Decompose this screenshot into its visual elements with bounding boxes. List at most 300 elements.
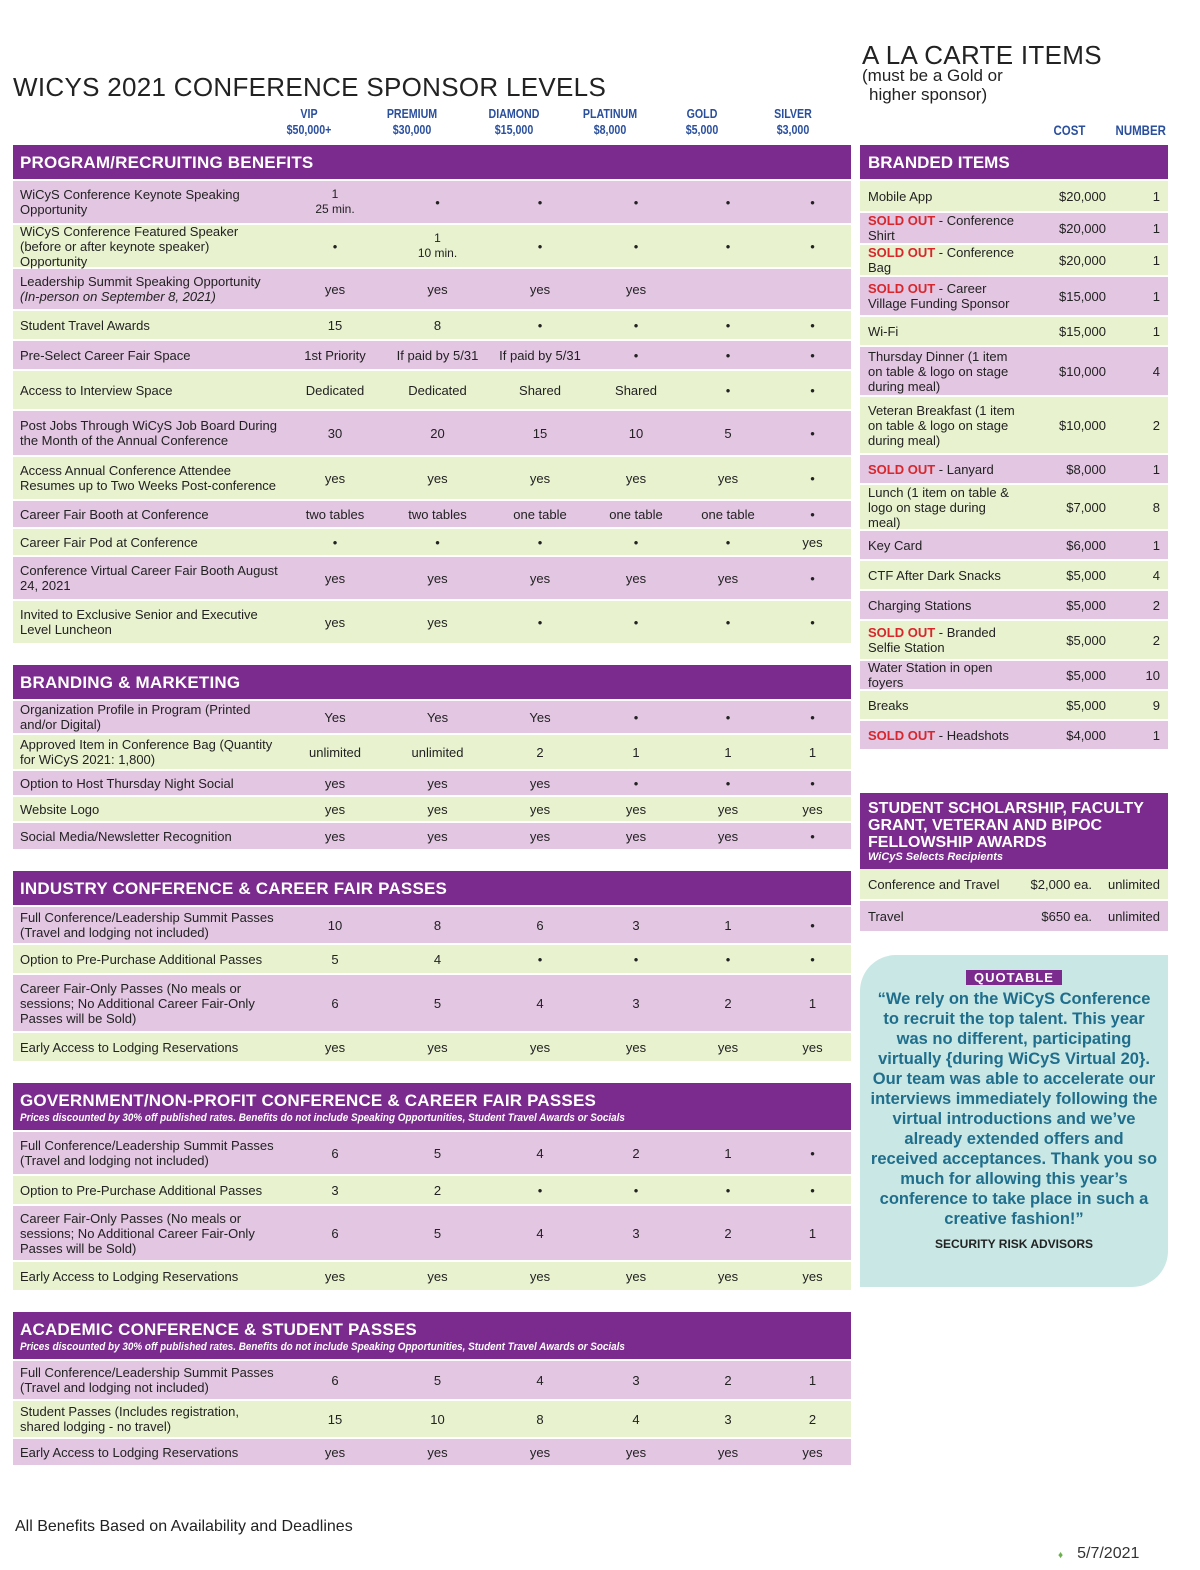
row-label: Student Travel Awards: [20, 317, 150, 333]
row-cell: •: [810, 470, 815, 486]
row-label: Early Access to Lodging Reservations: [20, 1444, 239, 1460]
row-cell: 2: [433, 1182, 442, 1198]
row-cell: •: [810, 382, 815, 398]
item-cost: $5,000: [1066, 697, 1106, 713]
item-number: 4: [1152, 567, 1160, 583]
branded-item-row: [860, 621, 1168, 661]
row-cell: 6: [331, 1225, 339, 1241]
item-number: 1: [1152, 288, 1160, 304]
row-cell: yes: [324, 828, 346, 844]
row-label: Career Fair Pod at Conference: [20, 534, 198, 550]
tier-diamond: DIAMOND $15,000: [488, 106, 540, 137]
row-cell: •: [810, 506, 815, 522]
row-cell: yes: [324, 801, 346, 817]
branded-item-row: [860, 531, 1168, 561]
item-name: SOLD OUT - Conference Shirt: [868, 213, 1014, 243]
branded-item-row: [860, 485, 1168, 531]
row-cell: •: [810, 194, 815, 210]
table-row: [13, 797, 851, 823]
row-cell: Dedicated: [408, 382, 467, 398]
row-cell: 1st Priority: [304, 347, 366, 363]
row-cell: •: [810, 614, 815, 630]
a-la-carte-title: A LA CARTE ITEMS: [862, 40, 1102, 70]
item-number: 8: [1152, 499, 1160, 515]
item-name: Breaks: [868, 697, 909, 713]
item-cost: $5,000: [1066, 597, 1106, 613]
row-cell: 2: [724, 995, 732, 1011]
row-cell: yes: [529, 570, 551, 586]
row-cell: 5: [331, 951, 339, 967]
quotable-badge: QUOTABLE: [966, 970, 1062, 985]
scholarship-header: STUDENT SCHOLARSHIP, FACULTY GRANT, VETERAN AND BIPOC FELLOWSHIP AWARDS WiCyS Selects Recipients: [860, 793, 1168, 869]
item-cost: $20,000: [1059, 252, 1106, 268]
row-cell: If paid by 5/31: [499, 347, 581, 363]
row-cell: •: [633, 347, 639, 363]
row-cell: yes: [802, 1039, 823, 1055]
table-row: [13, 701, 851, 735]
row-cell: 6: [536, 917, 544, 933]
row-cell: 1: [808, 995, 817, 1011]
table-row: [13, 1262, 851, 1292]
sold-out-label: SOLD OUT: [868, 213, 936, 228]
row-cell: 1 10 min.: [417, 231, 458, 260]
section-header: BRANDING & MARKETING: [13, 665, 851, 701]
row-cell: 5: [433, 1225, 442, 1241]
item-name: Water Station in open foyers: [868, 660, 993, 690]
item-cost: $5,000: [1066, 667, 1106, 683]
row-cell: yes: [802, 801, 823, 817]
branded-item-row: [860, 561, 1168, 591]
item-number: 2: [1152, 632, 1160, 648]
tier-premium: PREMIUM $30,000: [386, 106, 438, 137]
row-label: Organization Profile in Program (Printed and/or Digital): [20, 702, 251, 732]
row-cell: 1: [632, 744, 640, 760]
branded-item-row: [860, 397, 1168, 455]
item-cost: $6,000: [1066, 537, 1106, 553]
sold-out-label: SOLD OUT: [868, 461, 936, 477]
table-row: [13, 225, 851, 269]
tier-header: [272, 106, 852, 142]
row-label: Option to Pre-Purchase Additional Passes: [20, 1182, 263, 1198]
number-column-header: NUMBER: [1115, 122, 1166, 138]
row-cell: two tables: [305, 506, 365, 522]
row-cell: yes: [625, 1039, 647, 1055]
row-cell: 3: [632, 995, 640, 1011]
row-label: Social Media/Newsletter Recognition: [20, 828, 232, 844]
item-number: 1: [1152, 727, 1160, 743]
row-cell: •: [633, 775, 639, 791]
branded-item-row: [860, 347, 1168, 397]
row-cell: •: [633, 534, 639, 550]
row-label: Full Conference/Leadership Summit Passes (Travel and lodging not included): [20, 910, 274, 940]
row-cell: 4: [536, 1372, 544, 1388]
table-row: [13, 529, 851, 557]
row-cell: yes: [625, 281, 647, 297]
table-row: [13, 1439, 851, 1467]
row-cell: •: [725, 709, 731, 725]
row-cell: •: [810, 828, 815, 844]
row-cell: •: [725, 238, 731, 254]
row-cell: yes: [529, 775, 551, 791]
table-row: [13, 341, 851, 371]
row-cell: •: [810, 425, 815, 441]
item-cost: $5,000: [1066, 567, 1106, 583]
table-row: [13, 945, 851, 975]
row-cell: yes: [324, 570, 346, 586]
row-cell: •: [725, 1182, 731, 1198]
row-cell: yes: [427, 1039, 448, 1055]
row-cell: •: [537, 951, 543, 967]
item-name: Key Card: [868, 537, 923, 553]
row-cell: 20: [430, 425, 445, 441]
row-label: Option to Host Thursday Night Social: [20, 775, 234, 791]
item-name: Veteran Breakfast (1 item on table & logo on stage during meal): [868, 402, 1015, 448]
table-row: [13, 1176, 851, 1206]
table-row: [13, 823, 851, 851]
sold-out-label: SOLD OUT: [868, 727, 936, 743]
row-cell: yes: [427, 828, 448, 844]
item-name: Charging Stations: [868, 597, 972, 613]
row-cell: 10: [430, 1411, 445, 1427]
row-cell: 1 25 min.: [315, 187, 355, 216]
table-row: [13, 1206, 851, 1262]
sold-out-label: SOLD OUT: [868, 281, 936, 296]
table-row: [13, 411, 851, 457]
item-cost: $15,000: [1059, 288, 1106, 304]
row-cell: yes: [529, 1268, 551, 1284]
item-cost: $5,000: [1066, 632, 1106, 648]
scholarship-table: [860, 793, 1168, 933]
quote-source: SECURITY RISK ADVISORS: [934, 1237, 1094, 1251]
section-header: ACADEMIC CONFERENCE & STUDENT PASSES Prices discounted by 30% off published rates. Benefits do not include Speaking Opportunities, Student Travel Awards or Socials: [13, 1312, 851, 1361]
row-cell: •: [810, 709, 815, 725]
quote-text: “We rely on the WiCyS Conference to recruit the top talent. This year was no different, participating virtually {during WiCyS Virtual 20}. Our team was able to accelerate our interviews immediately following the virtual introductions and we’ve already extended offers and received acceptances. Thank you so much for allowing this year’s conference to take place in such a creative fashion!”: [870, 990, 1158, 1228]
row-cell: yes: [529, 1444, 551, 1460]
sold-out-label: SOLD OUT: [868, 245, 936, 260]
quote-box: [860, 955, 1168, 1287]
item-number: 2: [1152, 597, 1160, 613]
row-cell: yes: [427, 281, 448, 297]
row-cell: 2: [724, 1225, 732, 1241]
row-cell: yes: [324, 1268, 346, 1284]
row-cell: 1: [724, 744, 732, 760]
item-number: 10: [1145, 667, 1160, 683]
scholarship-row: [860, 901, 1168, 933]
table-row: [13, 1401, 851, 1439]
row-cell: •: [810, 317, 815, 333]
row-cell: yes: [427, 801, 448, 817]
item-name: Lunch (1 item on table & logo on stage during meal): [868, 484, 1009, 530]
row-cell: •: [537, 194, 543, 210]
cost-column-header: COST: [1053, 122, 1086, 138]
row-cell: 4: [433, 951, 442, 967]
row-cell: 10: [628, 425, 644, 441]
item-name: SOLD OUT - Headshots: [868, 727, 1009, 743]
row-cell: •: [810, 238, 815, 254]
row-label: Pre-Select Career Fair Space: [20, 347, 191, 363]
row-cell: yes: [625, 801, 647, 817]
row-cell: If paid by 5/31: [396, 347, 479, 363]
table-row: [13, 1033, 851, 1063]
row-cell: 1: [808, 744, 817, 760]
row-cell: yes: [625, 470, 647, 486]
section-header: GOVERNMENT/NON-PROFIT CONFERENCE & CAREER FAIR PASSES Prices discounted by 30% off published rates. Benefits do not include Speaking Opportunities, Student Travel Awards or Socials: [13, 1083, 851, 1132]
row-cell: 6: [331, 1372, 339, 1388]
row-cell: •: [810, 917, 815, 933]
row-cell: 15: [532, 425, 548, 441]
row-cell: yes: [717, 801, 739, 817]
row-cell: Yes: [426, 709, 449, 725]
row-cell: •: [537, 534, 543, 550]
row-cell: yes: [324, 1444, 346, 1460]
row-cell: •: [725, 534, 731, 550]
table-row: [13, 907, 851, 945]
item-number: 1: [1152, 220, 1160, 236]
branded-item-row: [860, 721, 1168, 751]
row-cell: •: [633, 709, 639, 725]
row-cell: 1: [808, 1372, 817, 1388]
table-row: [13, 457, 851, 501]
row-cell: •: [633, 238, 639, 254]
row-cell: two tables: [408, 506, 467, 522]
row-cell: yes: [427, 1444, 448, 1460]
branded-item-row: [860, 691, 1168, 721]
row-cell: 15: [327, 1411, 343, 1427]
item-cost: $2,000 ea.: [1030, 876, 1092, 892]
item-number: unlimited: [1107, 876, 1160, 892]
row-cell: 8: [433, 317, 442, 333]
row-cell: 15: [327, 317, 343, 333]
row-cell: yes: [802, 1444, 823, 1460]
row-cell: •: [633, 951, 639, 967]
row-cell: •: [810, 951, 815, 967]
item-name: Travel: [868, 908, 904, 924]
row-cell: 4: [632, 1411, 640, 1427]
row-cell: •: [633, 317, 639, 333]
scholarship-row: [860, 869, 1168, 901]
row-cell: •: [810, 1182, 815, 1198]
row-label: Student Passes (Includes registration, shared lodging - no travel): [20, 1404, 239, 1434]
row-cell: •: [725, 614, 731, 630]
row-cell: yes: [717, 470, 739, 486]
row-cell: 2: [632, 1145, 640, 1161]
item-name: SOLD OUT - Lanyard: [868, 461, 994, 477]
row-label: Conference Virtual Career Fair Booth August 24, 2021: [20, 563, 278, 593]
tier-gold: GOLD $5,000: [685, 106, 719, 137]
item-number: 9: [1152, 697, 1160, 713]
item-cost: $4,000: [1066, 727, 1106, 743]
row-cell: 5: [724, 425, 732, 441]
row-label: Invited to Exclusive Senior and Executive Level Luncheon: [20, 607, 258, 637]
row-cell: 10: [327, 917, 343, 933]
row-cell: yes: [625, 1444, 647, 1460]
row-cell: yes: [427, 775, 448, 791]
row-cell: yes: [529, 801, 551, 817]
row-cell: yes: [324, 470, 346, 486]
page-title: WICYS 2021 CONFERENCE SPONSOR LEVELS: [13, 72, 607, 102]
row-cell: one table: [701, 506, 755, 522]
item-number: 1: [1152, 252, 1160, 268]
row-cell: yes: [717, 1444, 739, 1460]
table-row: [13, 269, 851, 311]
table-row: [13, 1361, 851, 1401]
item-cost: $7,000: [1066, 499, 1106, 515]
row-cell: 2: [808, 1411, 817, 1427]
item-number: unlimited: [1107, 908, 1160, 924]
row-cell: yes: [625, 1268, 647, 1284]
row-label: WiCyS Conference Keynote Speaking Opportunity: [20, 187, 240, 217]
item-name: SOLD OUT - Branded Selfie Station: [868, 625, 996, 655]
row-cell: yes: [427, 570, 448, 586]
table-row: [13, 501, 851, 529]
row-cell: •: [725, 382, 731, 398]
row-cell: 5: [433, 1145, 442, 1161]
row-cell: 3: [632, 917, 640, 933]
row-cell: yes: [324, 614, 346, 630]
table-row: [13, 371, 851, 411]
table-row: [13, 1132, 851, 1176]
row-label: Approved Item in Conference Bag (Quantity for WiCyS 2021: 1,800): [20, 737, 273, 767]
item-cost: $15,000: [1059, 323, 1106, 339]
row-cell: •: [810, 570, 815, 586]
row-cell: yes: [717, 828, 739, 844]
row-label: Early Access to Lodging Reservations: [20, 1039, 239, 1055]
row-label: Access to Interview Space: [20, 382, 173, 398]
table-row: [13, 311, 851, 341]
row-label: Career Fair Booth at Conference: [20, 506, 209, 522]
footer-note: All Benefits Based on Availability and Deadlines: [15, 1518, 353, 1535]
row-cell: 1: [808, 1225, 817, 1241]
row-cell: 3: [632, 1225, 640, 1241]
table-row: [13, 181, 851, 225]
item-name: Conference and Travel: [868, 876, 1000, 892]
section-3: [13, 1083, 851, 1292]
row-cell: Yes: [324, 709, 346, 725]
table-row: [13, 557, 851, 601]
row-cell: yes: [717, 1268, 739, 1284]
row-cell: •: [725, 775, 731, 791]
row-label: Career Fair-Only Passes (No meals or sessions; No Additional Career Fair-Only Passes will be Sold): [20, 1210, 255, 1256]
row-cell: 3: [331, 1182, 339, 1198]
row-cell: yes: [625, 828, 647, 844]
row-cell: Shared: [615, 382, 657, 398]
row-cell: 4: [536, 995, 544, 1011]
item-cost: $20,000: [1059, 188, 1106, 204]
row-cell: yes: [427, 1268, 448, 1284]
item-cost: $8,000: [1066, 461, 1106, 477]
tier-silver: SILVER $3,000: [774, 106, 812, 137]
row-cell: 2: [536, 744, 544, 760]
row-cell: one table: [513, 506, 567, 522]
row-cell: yes: [529, 470, 551, 486]
row-cell: yes: [717, 570, 739, 586]
row-cell: 3: [632, 1372, 640, 1388]
row-cell: •: [537, 317, 543, 333]
row-label: WiCyS Conference Featured Speaker (before or after keynote speaker) Opportunity: [20, 223, 239, 269]
row-cell: •: [633, 194, 639, 210]
row-cell: yes: [625, 570, 647, 586]
branded-items-header: BRANDED ITEMS: [860, 145, 1168, 181]
branded-item-row: [860, 213, 1168, 245]
row-cell: 5: [433, 1372, 442, 1388]
row-cell: Shared: [519, 382, 561, 398]
row-cell: Yes: [529, 709, 551, 725]
branded-item-row: [860, 277, 1168, 317]
item-cost: $650 ea.: [1041, 908, 1092, 924]
row-cell: 5: [433, 995, 442, 1011]
row-label: Post Jobs Through WiCyS Job Board During the Month of the Annual Conference: [20, 418, 277, 448]
leaf-icon: ♦: [1058, 1550, 1064, 1561]
table-row: [13, 735, 851, 771]
row-label: Full Conference/Leadership Summit Passes (Travel and lodging not included): [20, 1138, 274, 1168]
row-cell: •: [725, 194, 731, 210]
item-number: 1: [1152, 461, 1160, 477]
section-4: [13, 1312, 851, 1467]
row-cell: unlimited: [411, 744, 464, 760]
item-cost: $10,000: [1059, 417, 1106, 433]
row-cell: 4: [536, 1225, 544, 1241]
item-name: Mobile App: [868, 188, 933, 204]
section-0: [13, 145, 851, 645]
row-cell: 3: [724, 1411, 732, 1427]
row-cell: yes: [427, 614, 448, 630]
item-number: 2: [1152, 417, 1160, 433]
row-label: Leadership Summit Speaking Opportunity (In-person on September 8, 2021): [20, 274, 261, 304]
row-label: Website Logo: [20, 801, 100, 817]
row-cell: 1: [724, 917, 732, 933]
tier-vip: VIP $50,000+: [286, 106, 332, 137]
row-cell: 6: [331, 995, 339, 1011]
date-stamp: ♦ 5/7/2021: [1058, 1545, 1140, 1562]
item-number: 1: [1152, 188, 1160, 204]
item-name: Wi-Fi: [868, 323, 899, 339]
row-cell: •: [537, 614, 543, 630]
item-number: 1: [1152, 323, 1160, 339]
row-cell: •: [332, 534, 338, 550]
row-cell: 4: [536, 1145, 544, 1161]
row-cell: •: [725, 347, 731, 363]
item-name: SOLD OUT - Conference Bag: [868, 245, 1014, 275]
item-name: CTF After Dark Snacks: [868, 567, 1001, 583]
tier-platinum: PLATINUM $8,000: [582, 106, 638, 137]
row-cell: Dedicated: [305, 382, 365, 398]
branded-item-row: [860, 591, 1168, 621]
branded-item-row: [860, 661, 1168, 691]
branded-item-row: [860, 181, 1168, 213]
row-cell: •: [537, 238, 543, 254]
sponsor-levels-table: [13, 145, 851, 1487]
row-label: Full Conference/Leadership Summit Passes (Travel and lodging not included): [20, 1365, 274, 1395]
row-cell: yes: [529, 828, 551, 844]
branded-item-row: [860, 317, 1168, 347]
a-la-carte-subtitle: (must be a Gold or higher sponsor): [862, 66, 1003, 104]
row-cell: •: [435, 534, 440, 550]
row-label: Access Annual Conference Attendee Resumes up to Two Weeks Post-conference: [20, 463, 277, 493]
item-name: Thursday Dinner (1 item on table & logo on stage during meal): [868, 348, 1009, 394]
row-cell: 8: [536, 1411, 544, 1427]
row-label: Option to Pre-Purchase Additional Passes: [20, 951, 263, 967]
row-cell: 6: [331, 1145, 339, 1161]
table-row: [13, 601, 851, 645]
item-number: 1: [1152, 537, 1160, 553]
row-cell: yes: [717, 1039, 739, 1055]
row-cell: 8: [433, 917, 442, 933]
row-label: Early Access to Lodging Reservations: [20, 1268, 239, 1284]
row-cell: unlimited: [308, 744, 362, 760]
row-cell: yes: [802, 1268, 823, 1284]
row-cell: •: [810, 1145, 815, 1161]
row-cell: •: [633, 614, 639, 630]
